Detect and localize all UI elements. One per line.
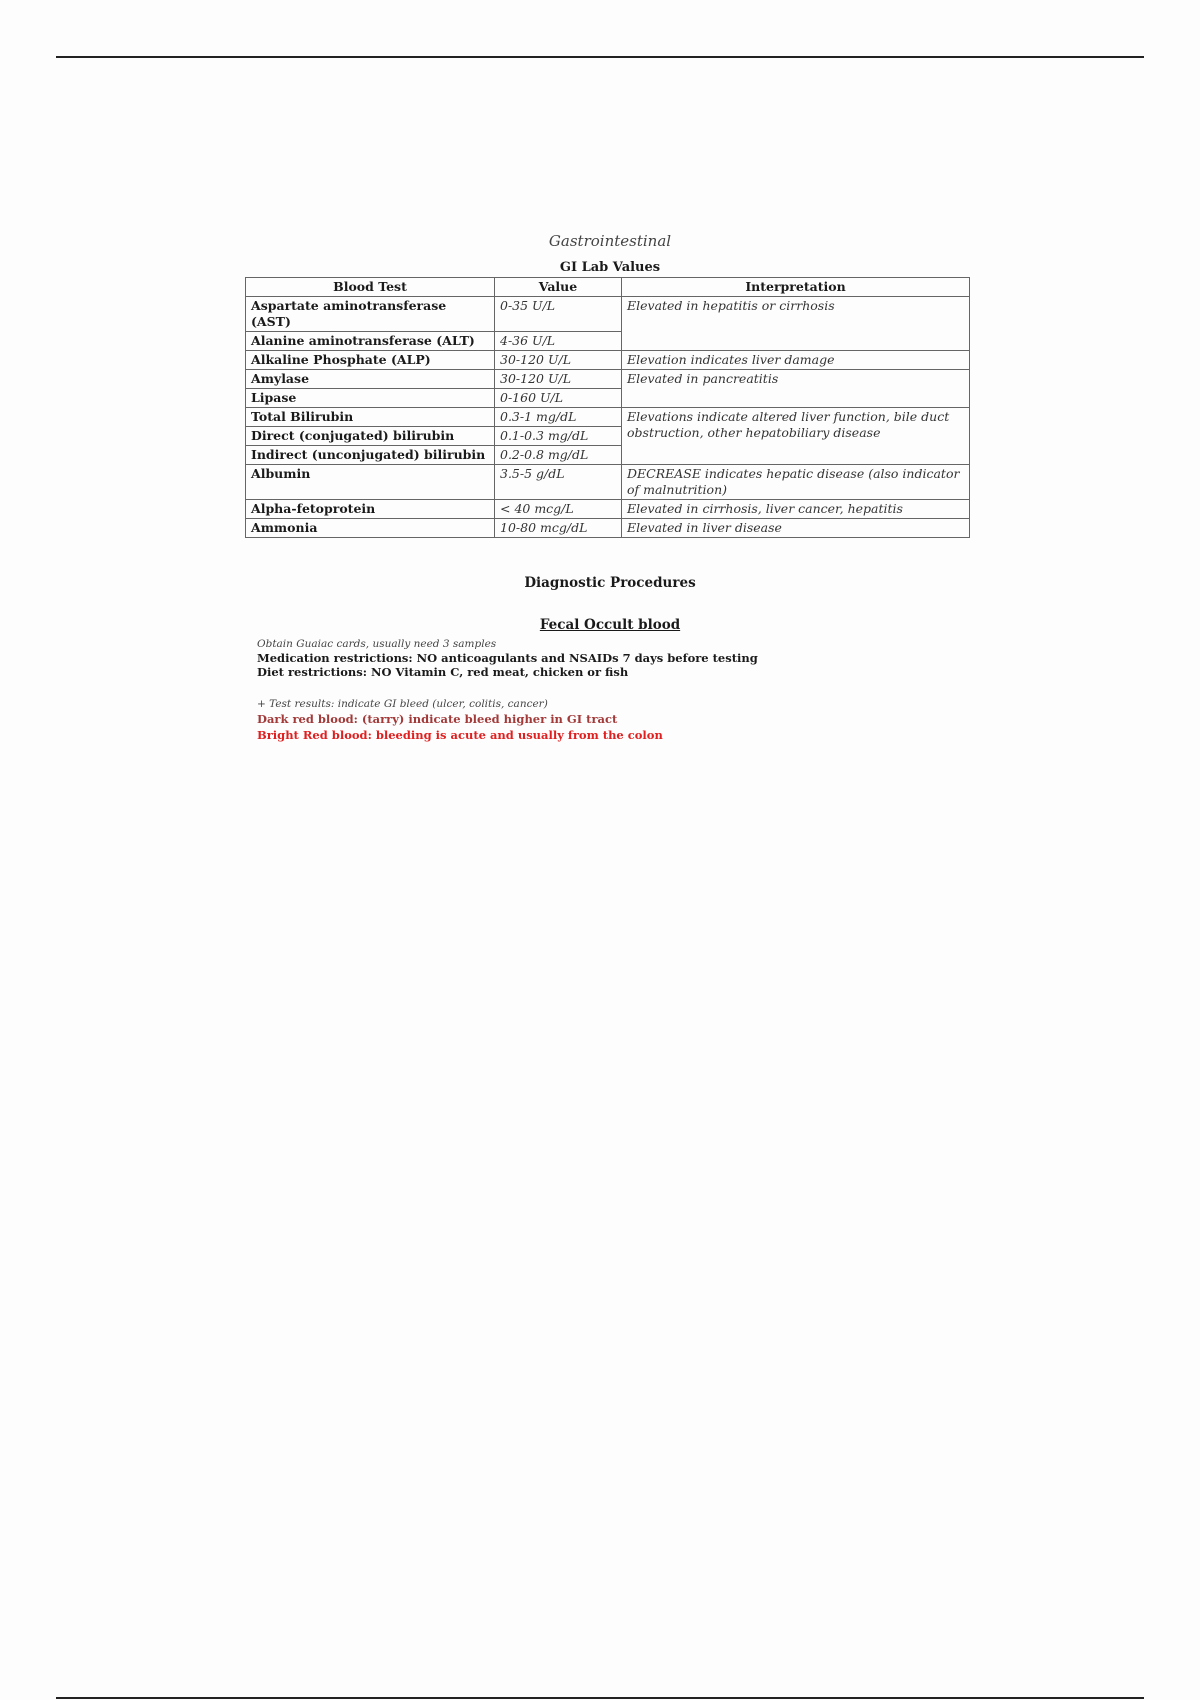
cell-value: 0.2-0.8 mg/dL	[495, 446, 622, 465]
fecal-occult-heading-text: Fecal Occult blood	[539, 617, 681, 633]
cell-value: 0.1-0.3 mg/dL	[495, 427, 622, 446]
cell-test: Lipase	[246, 389, 495, 408]
cell-interpretation: Elevated in hepatitis or cirrhosis	[622, 297, 970, 351]
cell-interpretation: Elevated in pancreatitis	[622, 370, 970, 408]
cell-interpretation: Elevated in cirrhosis, liver cancer, hepatitis	[622, 500, 970, 519]
cell-value: 4-36 U/L	[495, 332, 622, 351]
fecal-notes	[257, 637, 975, 742]
cell-value: 3.5-5 g/dL	[495, 465, 622, 500]
cell-interpretation: Elevated in liver disease	[622, 519, 970, 538]
note-medication: Medication restrictions: NO anticoagulants and NSAIDs 7 days before testing	[257, 651, 758, 665]
header-blood-test: Blood Test	[246, 278, 495, 297]
header-value: Value	[495, 278, 622, 297]
table-row	[246, 351, 970, 370]
cell-test: Amylase	[246, 370, 495, 389]
cell-interpretation: Elevation indicates liver damage	[622, 351, 970, 370]
cell-test: Alpha-fetoprotein	[246, 500, 495, 519]
cell-value: 0-160 U/L	[495, 389, 622, 408]
cell-interpretation: Elevations indicate altered liver function, bile duct obstruction, other hepatobiliary disease	[622, 408, 970, 465]
note-bright-red-blood: Bright Red blood: bleeding is acute and usually from the colon	[257, 728, 663, 742]
cell-value: 30-120 U/L	[495, 351, 622, 370]
table-row	[246, 408, 970, 427]
note-diet: Diet restrictions: NO Vitamin C, red meat, chicken or fish	[257, 665, 629, 679]
fecal-occult-heading	[245, 616, 975, 634]
note-test-results: + Test results: indicate GI bleed (ulcer, colitis, cancer)	[257, 698, 548, 710]
cell-test: Alkaline Phosphate (ALP)	[246, 351, 495, 370]
cell-test: Aspartate aminotransferase (AST)	[246, 297, 495, 332]
cell-value: 0.3-1 mg/dL	[495, 408, 622, 427]
table-row	[246, 370, 970, 389]
page-content	[245, 225, 975, 742]
table-row	[246, 500, 970, 519]
table-header-row	[246, 278, 970, 297]
cell-interpretation: DECREASE indicates hepatic disease (also indicator of malnutrition)	[622, 465, 970, 500]
cell-test: Total Bilirubin	[246, 408, 495, 427]
table-caption: GI Lab Values	[559, 260, 661, 275]
cell-value: < 40 mcg/L	[495, 500, 622, 519]
cell-test: Alanine aminotransferase (ALT)	[246, 332, 495, 351]
cell-value: 0-35 U/L	[495, 297, 622, 332]
cell-test: Albumin	[246, 465, 495, 500]
gi-lab-values-table	[245, 277, 970, 538]
section-title: Gastrointestinal	[548, 232, 672, 250]
cell-value: 30-120 U/L	[495, 370, 622, 389]
header-interpretation: Interpretation	[622, 278, 970, 297]
cell-test: Ammonia	[246, 519, 495, 538]
cell-test: Indirect (unconjugated) bilirubin	[246, 446, 495, 465]
table-row	[246, 519, 970, 538]
table-row	[246, 465, 970, 500]
top-rule	[56, 56, 1144, 58]
bottom-rule	[56, 1697, 1144, 1699]
table-row	[246, 297, 970, 332]
diagnostic-procedures-heading: Diagnostic Procedures	[524, 575, 696, 591]
cell-test: Direct (conjugated) bilirubin	[246, 427, 495, 446]
cell-value: 10-80 mcg/dL	[495, 519, 622, 538]
note-dark-red-blood: Dark red blood: (tarry) indicate bleed higher in GI tract	[257, 712, 618, 726]
note-spacer	[257, 679, 975, 697]
note-guaiac: Obtain Guaiac cards, usually need 3 samples	[257, 638, 497, 650]
